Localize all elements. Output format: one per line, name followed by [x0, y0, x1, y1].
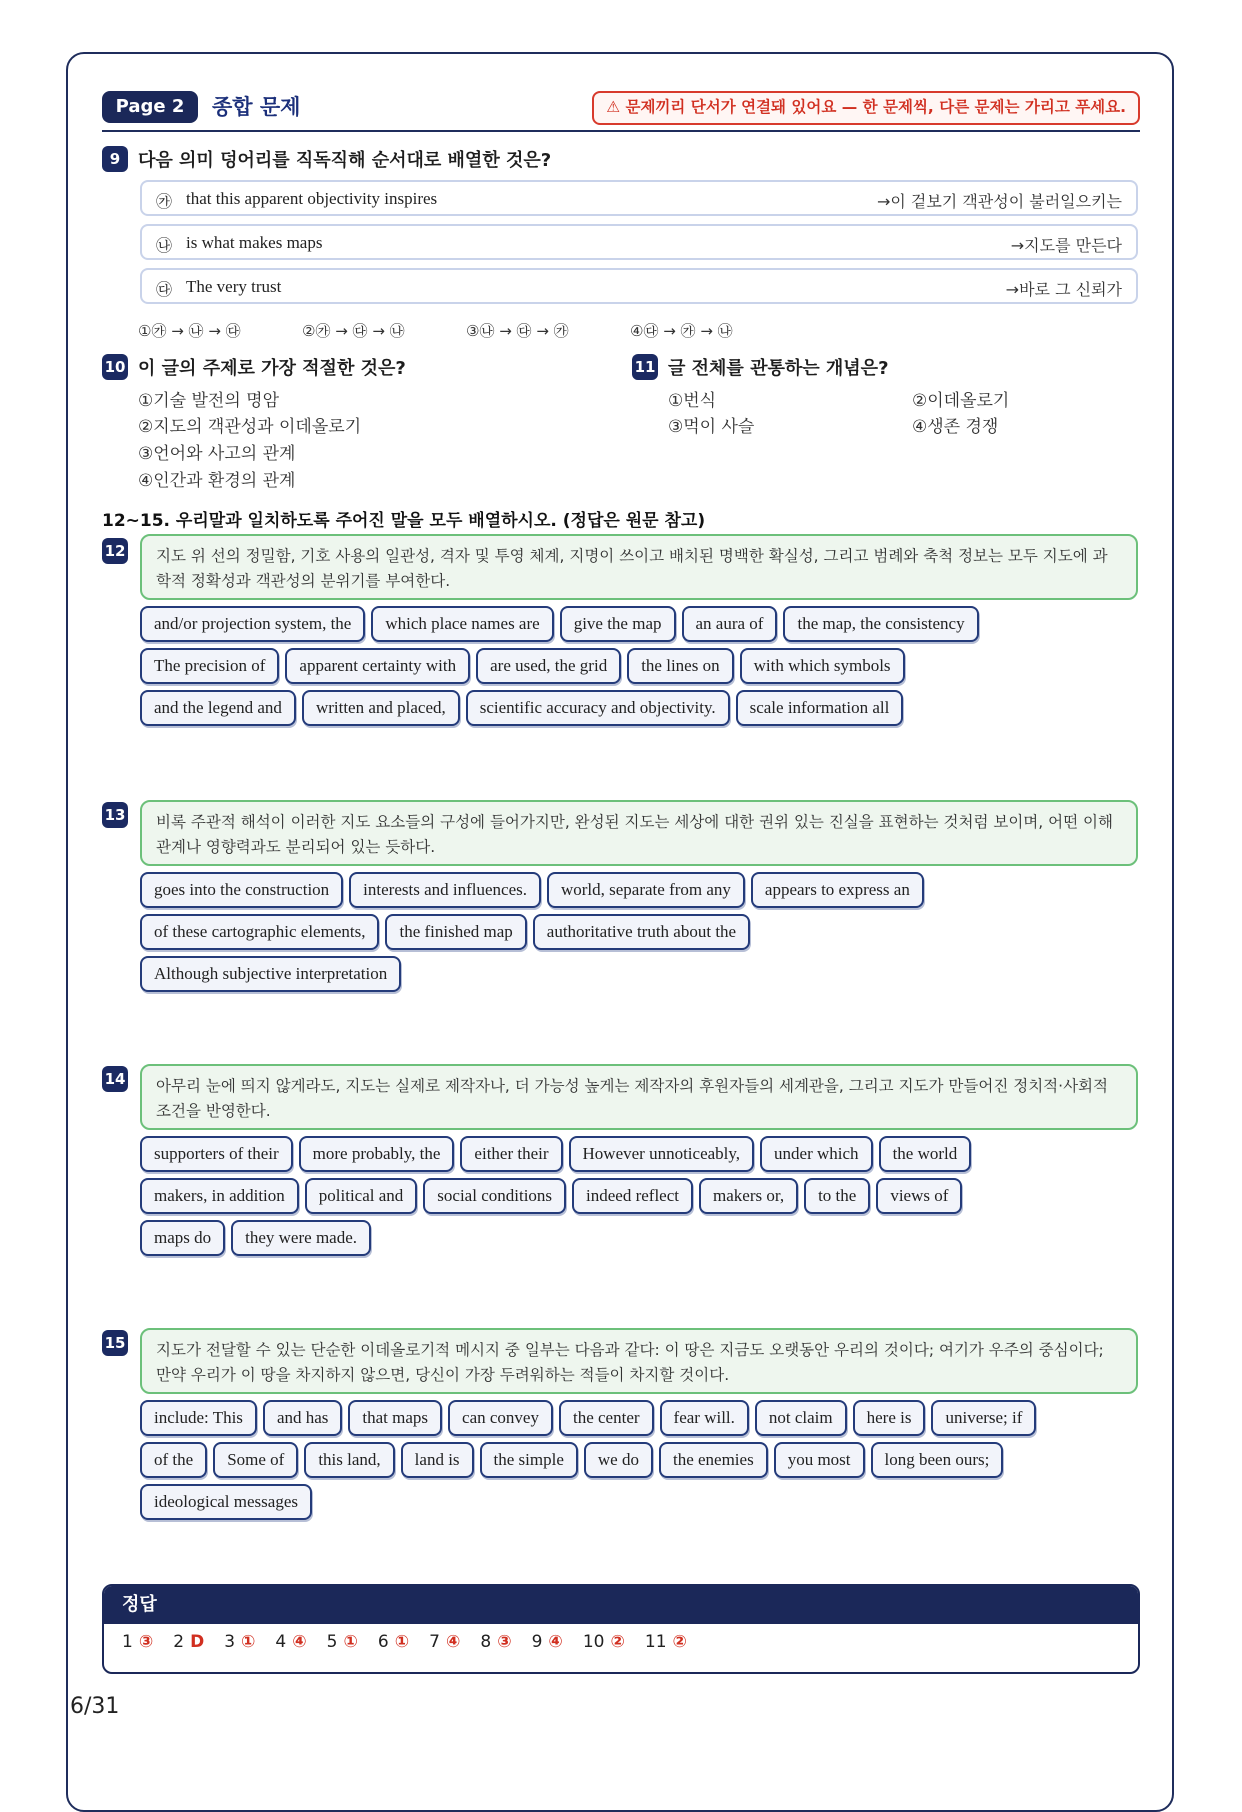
chunk-english: that this apparent objectivity inspires: [186, 189, 438, 208]
tile-row: [140, 1136, 1140, 1172]
q10-option-3[interactable]: ③언어와 사고의 관계: [138, 444, 296, 464]
word-tile[interactable]: authoritative truth about the: [533, 914, 750, 950]
word-tile[interactable]: fear will.: [660, 1400, 749, 1436]
word-tile[interactable]: that maps: [348, 1400, 442, 1436]
answer-item: 5 ①: [326, 1632, 358, 1652]
korean-prompt-14: 아무리 눈에 띄지 않게라도, 지도는 실제로 제작자나, 더 가능성 높게는 제작자의 후원자들의 세계관을, 그리고 지도가 만들어진 정치적·사회적 조건을 반영한다.: [140, 1064, 1138, 1130]
answer-item: 4 ④: [275, 1632, 307, 1652]
chunk-korean: →이 겉보기 객관성이 불러일으키는: [876, 192, 1122, 211]
answer-item: 1 ③: [122, 1632, 154, 1652]
answer-item: 3 ①: [224, 1632, 256, 1652]
word-tile[interactable]: you most: [774, 1442, 865, 1478]
word-tile[interactable]: an aura of: [682, 606, 778, 642]
word-tile[interactable]: the center: [559, 1400, 654, 1436]
tile-row: [140, 914, 1140, 950]
word-tile[interactable]: scale information all: [736, 690, 904, 726]
question-number-12: 12: [102, 538, 128, 564]
tile-row: [140, 690, 1140, 726]
word-tile[interactable]: makers, in addition: [140, 1178, 299, 1214]
word-tile[interactable]: political and: [305, 1178, 418, 1214]
word-tile[interactable]: more probably, the: [299, 1136, 455, 1172]
question-9-text: 다음 의미 덩어리를 직독직해 순서대로 배열한 것은?: [138, 150, 552, 171]
word-tile[interactable]: The precision of: [140, 648, 279, 684]
section-heading: 12~15. 우리말과 일치하도록 주어진 말을 모두 배열하시오. (정답은 원문 참고): [102, 511, 706, 531]
word-tile[interactable]: the lines on: [627, 648, 733, 684]
question-number-11: 11: [632, 354, 658, 380]
chunk-english: The very trust: [186, 277, 282, 296]
answer-item: 8 ③: [480, 1632, 512, 1652]
korean-prompt-12: 지도 위 선의 정밀함, 기호 사용의 일관성, 격자 및 투영 체계, 지명이 쓰이고 배치된 명백한 확실성, 그리고 범례와 축척 정보는 모두 지도에 과학적 정확성과 객관성의 분위기를 부여한다.: [140, 534, 1138, 600]
word-tile[interactable]: of the: [140, 1442, 207, 1478]
word-tile[interactable]: universe; if: [931, 1400, 1036, 1436]
word-tile[interactable]: land is: [401, 1442, 474, 1478]
answer-key-heading: 정답: [104, 1586, 1138, 1624]
q10-option-1[interactable]: ①기술 발전의 명암: [138, 391, 280, 411]
word-tile[interactable]: are used, the grid: [476, 648, 621, 684]
tile-row: [140, 1400, 1140, 1436]
q11-option-2[interactable]: ②이데올로기: [912, 391, 1010, 411]
word-tile[interactable]: under which: [760, 1136, 873, 1172]
question-number-15: 15: [102, 1330, 128, 1356]
word-tile[interactable]: maps do: [140, 1220, 225, 1256]
question-number-9: 9: [102, 146, 128, 172]
word-tile[interactable]: the enemies: [659, 1442, 768, 1478]
word-tile[interactable]: of these cartographic elements,: [140, 914, 379, 950]
word-tile[interactable]: with which symbols: [740, 648, 905, 684]
tile-row: [140, 1220, 1140, 1256]
warning-banner: ⚠ 문제끼리 단서가 연결돼 있어요 — 한 문제씩, 다른 문제는 가리고 푸세요.: [592, 91, 1140, 125]
q9-option-4[interactable]: ④㉰ → ㉮ → ㉯: [630, 322, 733, 340]
q11-option-1[interactable]: ①번식: [668, 391, 717, 411]
word-tile[interactable]: the map, the consistency: [783, 606, 978, 642]
word-tile[interactable]: the finished map: [385, 914, 526, 950]
chunk-marker: ㉰: [156, 280, 173, 299]
word-tiles-14: [140, 1136, 1140, 1262]
answer-key: [102, 1584, 1140, 1674]
word-tile[interactable]: world, separate from any: [547, 872, 745, 908]
word-tile[interactable]: and/or projection system, the: [140, 606, 365, 642]
q10-option-2[interactable]: ②지도의 객관성과 이데올로기: [138, 417, 362, 437]
chunk-da: [140, 268, 1138, 304]
page-title: 종합 문제: [212, 95, 301, 119]
chunk-ga: [140, 180, 1138, 216]
answer-item: 11 ②: [644, 1632, 687, 1652]
word-tile[interactable]: apparent certainty with: [285, 648, 470, 684]
question-number-14: 14: [102, 1066, 128, 1092]
word-tile[interactable]: here is: [853, 1400, 926, 1436]
word-tile[interactable]: Although subjective interpretation: [140, 956, 401, 992]
word-tile[interactable]: social conditions: [423, 1178, 566, 1214]
q9-option-2[interactable]: ②㉮ → ㉰ → ㉯: [302, 322, 405, 340]
word-tile[interactable]: supporters of their: [140, 1136, 293, 1172]
word-tile[interactable]: interests and influences.: [349, 872, 541, 908]
question-11-text: 글 전체를 관통하는 개념은?: [668, 358, 889, 379]
question-10-text: 이 글의 주제로 가장 적절한 것은?: [138, 358, 406, 379]
chunk-marker: ㉯: [156, 236, 173, 255]
word-tile[interactable]: scientific accuracy and objectivity.: [466, 690, 730, 726]
page-label: Page 2: [102, 91, 198, 123]
word-tile[interactable]: not claim: [755, 1400, 847, 1436]
word-tile[interactable]: the simple: [480, 1442, 578, 1478]
q11-option-4[interactable]: ④생존 경쟁: [912, 417, 999, 437]
word-tile[interactable]: either their: [460, 1136, 562, 1172]
q9-option-3[interactable]: ③㉯ → ㉰ → ㉮: [466, 322, 569, 340]
answer-item: 2 D: [173, 1632, 205, 1652]
tile-row: [140, 1178, 1140, 1214]
word-tile[interactable]: indeed reflect: [572, 1178, 693, 1214]
chunk-marker: ㉮: [156, 192, 173, 211]
word-tile[interactable]: and the legend and: [140, 690, 296, 726]
word-tile[interactable]: the world: [879, 1136, 972, 1172]
q11-option-3[interactable]: ③먹이 사슬: [668, 417, 755, 437]
word-tile[interactable]: we do: [584, 1442, 653, 1478]
word-tile[interactable]: views of: [876, 1178, 962, 1214]
answer-item: 7 ④: [429, 1632, 461, 1652]
tile-row: [140, 606, 1140, 642]
word-tiles-12: [140, 606, 1140, 732]
word-tile[interactable]: goes into the construction: [140, 872, 343, 908]
page-header: [102, 88, 1140, 132]
tile-row: [140, 956, 1140, 992]
page-number: 6/31: [70, 1694, 120, 1719]
word-tile[interactable]: ideological messages: [140, 1484, 312, 1520]
word-tile[interactable]: can convey: [448, 1400, 553, 1436]
word-tile[interactable]: makers or,: [699, 1178, 798, 1214]
word-tile[interactable]: appears to express an: [751, 872, 924, 908]
word-tile[interactable]: to the: [804, 1178, 870, 1214]
tile-row: [140, 1442, 1140, 1478]
word-tiles-15: [140, 1400, 1140, 1526]
word-tile[interactable]: which place names are: [371, 606, 553, 642]
word-tile[interactable]: Some of: [213, 1442, 298, 1478]
korean-prompt-15: 지도가 전달할 수 있는 단순한 이데올로기적 메시지 중 일부는 다음과 같다: 이 땅은 지금도 오랫동안 우리의 것이다; 여기가 우주의 중심이다; 만약 우리가 이 땅을 차지하지 않으면, 당신이 가장 두려워하는 적들이 차지할 것이다.: [140, 1328, 1138, 1394]
word-tile[interactable]: give the map: [560, 606, 676, 642]
chunk-na: [140, 224, 1138, 260]
word-tile[interactable]: long been ours;: [871, 1442, 1004, 1478]
question-number-10: 10: [102, 354, 128, 380]
q10-option-4[interactable]: ④인간과 환경의 관계: [138, 471, 296, 491]
answer-item: 9 ④: [531, 1632, 563, 1652]
answer-list: [104, 1624, 1138, 1660]
tile-row: [140, 648, 1140, 684]
chunk-english: is what makes maps: [186, 233, 323, 252]
word-tile[interactable]: they were made.: [231, 1220, 371, 1256]
answer-item: 10 ②: [582, 1632, 625, 1652]
word-tile[interactable]: include: This: [140, 1400, 257, 1436]
word-tile[interactable]: and has: [263, 1400, 342, 1436]
word-tiles-13: [140, 872, 1140, 998]
word-tile[interactable]: However unnoticeably,: [569, 1136, 755, 1172]
tile-row: [140, 872, 1140, 908]
answer-item: 6 ①: [377, 1632, 410, 1652]
chunk-korean: →바로 그 신뢰가: [1005, 280, 1122, 299]
word-tile[interactable]: this land,: [304, 1442, 394, 1478]
question-number-13: 13: [102, 802, 128, 828]
q9-option-1[interactable]: ①㉮ → ㉯ → ㉰: [138, 322, 241, 340]
korean-prompt-13: 비록 주관적 해석이 이러한 지도 요소들의 구성에 들어가지만, 완성된 지도는 세상에 대한 권위 있는 진실을 표현하는 것처럼 보이며, 어떤 이해관계나 영향력과도 분리되어 있는 듯하다.: [140, 800, 1138, 866]
tile-row: [140, 1484, 1140, 1520]
word-tile[interactable]: written and placed,: [302, 690, 460, 726]
chunk-korean: →지도를 만든다: [1010, 236, 1122, 255]
